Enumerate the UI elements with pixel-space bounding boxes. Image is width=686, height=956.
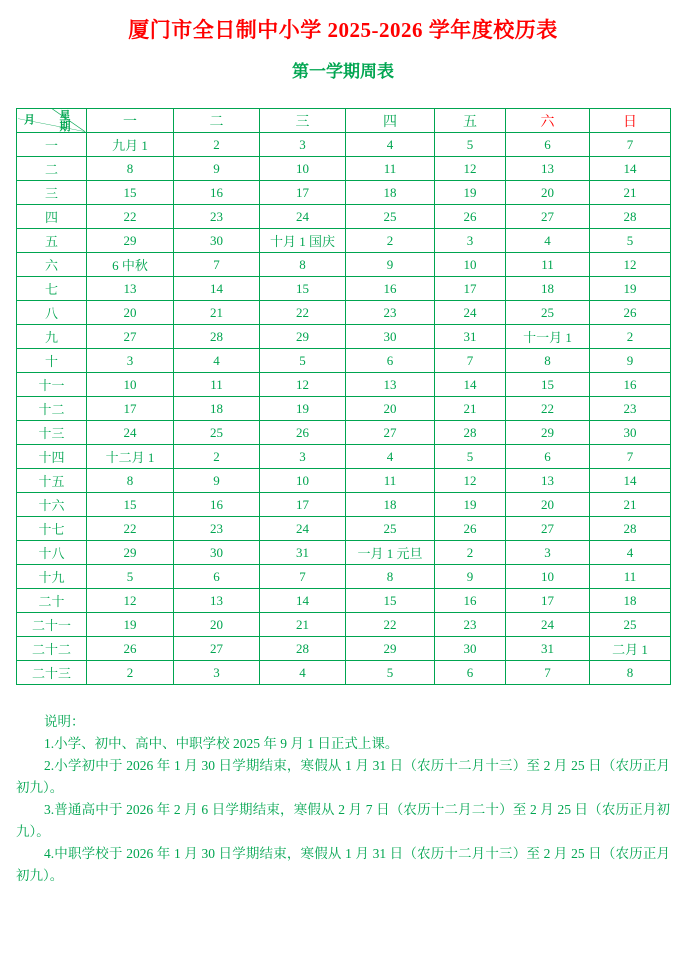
table-row (17, 133, 671, 157)
calendar-day-cell: 27 (506, 205, 590, 229)
calendar-day-cell: 29 (506, 421, 590, 445)
calendar-day-cell: 19 (87, 613, 174, 637)
calendar-day-cell: 24 (506, 613, 590, 637)
calendar-day-cell: 13 (87, 277, 174, 301)
calendar-day-cell: 20 (506, 493, 590, 517)
week-number-label: 二十一 (17, 613, 87, 637)
calendar-day-cell: 16 (346, 277, 435, 301)
table-row (17, 637, 671, 661)
calendar-day-cell: 27 (346, 421, 435, 445)
calendar-day-cell: 15 (346, 589, 435, 613)
note-item: 3.普通高中于 2026 年 2 月 6 日学期结束，寒假从 2 月 7 日（农历十二月二十）至 2 月 25 日（农历正月初九）。 (16, 802, 670, 839)
day-header-7: 日 (590, 109, 671, 133)
calendar-day-cell: 14 (260, 589, 346, 613)
calendar-day-cell: 23 (590, 397, 671, 421)
calendar-day-cell: 26 (87, 637, 174, 661)
calendar-day-cell: 17 (506, 589, 590, 613)
calendar-day-cell: 十二月 1 (87, 445, 174, 469)
week-number-label: 十 (17, 349, 87, 373)
calendar-day-cell: 3 (506, 541, 590, 565)
calendar-day-cell: 9 (590, 349, 671, 373)
calendar-day-cell: 27 (174, 637, 260, 661)
week-number-label: 九 (17, 325, 87, 349)
table-row (17, 445, 671, 469)
calendar-day-cell: 7 (174, 253, 260, 277)
note-item: 1.小学、初中、高中、中职学校 2025 年 9 月 1 日正式上课。 (44, 736, 399, 751)
calendar-day-cell: 6 中秋 (87, 253, 174, 277)
week-number-label: 十四 (17, 445, 87, 469)
calendar-table-body (17, 133, 671, 685)
calendar-day-cell: 6 (506, 133, 590, 157)
calendar-day-cell: 11 (346, 157, 435, 181)
calendar-day-cell: 8 (87, 157, 174, 181)
table-row (17, 661, 671, 685)
week-number-label: 二十二 (17, 637, 87, 661)
week-number-label: 十三 (17, 421, 87, 445)
calendar-day-cell: 12 (435, 157, 506, 181)
table-row (17, 277, 671, 301)
calendar-day-cell: 10 (260, 469, 346, 493)
calendar-day-cell: 5 (346, 661, 435, 685)
calendar-day-cell: 8 (260, 253, 346, 277)
table-row (17, 517, 671, 541)
table-row (17, 181, 671, 205)
week-number-label: 五 (17, 229, 87, 253)
note-item: 4.中职学校于 2026 年 1 月 30 日学期结束，寒假从 1 月 31 日（农历十二月十三）至 2 月 25 日（农历正月初九）。 (16, 846, 670, 883)
calendar-day-cell: 25 (346, 205, 435, 229)
calendar-day-cell: 22 (87, 205, 174, 229)
calendar-day-cell: 21 (590, 493, 671, 517)
calendar-day-cell: 31 (435, 325, 506, 349)
table-row (17, 565, 671, 589)
calendar-day-cell: 5 (87, 565, 174, 589)
calendar-day-cell: 24 (260, 205, 346, 229)
calendar-day-cell: 13 (346, 373, 435, 397)
calendar-day-cell: 12 (435, 469, 506, 493)
table-row (17, 301, 671, 325)
table-row (17, 205, 671, 229)
calendar-header-row (17, 109, 671, 133)
table-row (17, 613, 671, 637)
calendar-day-cell: 8 (346, 565, 435, 589)
table-row (17, 589, 671, 613)
calendar-day-cell: 9 (174, 157, 260, 181)
calendar-day-cell: 2 (174, 133, 260, 157)
calendar-day-cell: 十一月 1 (506, 325, 590, 349)
calendar-day-cell: 3 (435, 229, 506, 253)
calendar-day-cell: 16 (435, 589, 506, 613)
calendar-day-cell: 25 (506, 301, 590, 325)
calendar-day-cell: 23 (435, 613, 506, 637)
calendar-day-cell: 20 (174, 613, 260, 637)
calendar-day-cell: 8 (506, 349, 590, 373)
calendar-day-cell: 17 (87, 397, 174, 421)
calendar-day-cell: 11 (174, 373, 260, 397)
notes-section (0, 685, 686, 887)
calendar-day-cell: 26 (260, 421, 346, 445)
day-header-2: 二 (174, 109, 260, 133)
calendar-day-cell: 11 (506, 253, 590, 277)
day-header-5: 五 (435, 109, 506, 133)
calendar-day-cell: 29 (346, 637, 435, 661)
calendar-day-cell: 20 (346, 397, 435, 421)
calendar-day-cell: 3 (260, 445, 346, 469)
calendar-day-cell: 29 (87, 541, 174, 565)
calendar-day-cell: 28 (590, 205, 671, 229)
calendar-day-cell: 19 (260, 397, 346, 421)
calendar-day-cell: 18 (346, 181, 435, 205)
calendar-day-cell: 13 (174, 589, 260, 613)
calendar-day-cell: 2 (87, 661, 174, 685)
calendar-day-cell: 17 (260, 493, 346, 517)
calendar-day-cell: 8 (87, 469, 174, 493)
week-number-label: 一 (17, 133, 87, 157)
calendar-day-cell: 13 (506, 469, 590, 493)
table-row (17, 229, 671, 253)
calendar-day-cell: 13 (506, 157, 590, 181)
week-number-label: 十六 (17, 493, 87, 517)
calendar-day-cell: 21 (435, 397, 506, 421)
calendar-day-cell: 25 (590, 613, 671, 637)
note-item: 2.小学初中于 2026 年 1 月 30 日学期结束，寒假从 1 月 31 日（农历十二月十三）至 2 月 25 日（农历正月初九）。 (16, 758, 670, 795)
calendar-day-cell: 22 (87, 517, 174, 541)
day-header-1: 一 (87, 109, 174, 133)
calendar-day-cell: 25 (174, 421, 260, 445)
week-number-label: 七 (17, 277, 87, 301)
calendar-day-cell: 7 (590, 445, 671, 469)
calendar-day-cell: 18 (174, 397, 260, 421)
calendar-day-cell: 16 (590, 373, 671, 397)
calendar-day-cell: 11 (346, 469, 435, 493)
calendar-day-cell: 一月 1 元旦 (346, 541, 435, 565)
calendar-day-cell: 28 (174, 325, 260, 349)
calendar-day-cell: 2 (590, 325, 671, 349)
week-number-label: 十八 (17, 541, 87, 565)
calendar-day-cell: 27 (506, 517, 590, 541)
table-row (17, 421, 671, 445)
calendar-day-cell: 4 (346, 133, 435, 157)
calendar-day-cell: 19 (435, 181, 506, 205)
table-row (17, 469, 671, 493)
day-header-3: 三 (260, 109, 346, 133)
calendar-day-cell: 24 (87, 421, 174, 445)
day-header-6: 六 (506, 109, 590, 133)
calendar-day-cell: 4 (506, 229, 590, 253)
week-number-label: 二十 (17, 589, 87, 613)
calendar-day-cell: 9 (346, 253, 435, 277)
calendar-table-head (17, 109, 671, 133)
week-number-label: 十七 (17, 517, 87, 541)
calendar-day-cell: 九月 1 (87, 133, 174, 157)
calendar-day-cell: 22 (346, 613, 435, 637)
calendar-day-cell: 16 (174, 493, 260, 517)
calendar-day-cell: 27 (87, 325, 174, 349)
calendar-day-cell: 19 (435, 493, 506, 517)
calendar-day-cell: 11 (590, 565, 671, 589)
calendar-day-cell: 6 (346, 349, 435, 373)
calendar-day-cell: 16 (174, 181, 260, 205)
calendar-day-cell: 4 (346, 445, 435, 469)
table-row (17, 325, 671, 349)
calendar-day-cell: 10 (260, 157, 346, 181)
calendar-day-cell: 30 (435, 637, 506, 661)
calendar-day-cell: 21 (590, 181, 671, 205)
day-header-4: 四 (346, 109, 435, 133)
week-number-label: 十九 (17, 565, 87, 589)
calendar-day-cell: 2 (435, 541, 506, 565)
page-subtitle: 第一学期周表 (292, 62, 394, 81)
calendar-day-cell: 30 (174, 541, 260, 565)
calendar-day-cell: 14 (590, 469, 671, 493)
table-row (17, 157, 671, 181)
calendar-day-cell: 14 (590, 157, 671, 181)
calendar-day-cell: 30 (346, 325, 435, 349)
calendar-day-cell: 7 (590, 133, 671, 157)
calendar-day-cell: 29 (260, 325, 346, 349)
calendar-day-cell: 10 (506, 565, 590, 589)
calendar-day-cell: 15 (260, 277, 346, 301)
calendar-day-cell: 12 (260, 373, 346, 397)
calendar-day-cell: 26 (590, 301, 671, 325)
table-row (17, 397, 671, 421)
calendar-day-cell: 15 (506, 373, 590, 397)
calendar-day-cell: 31 (506, 637, 590, 661)
table-row (17, 541, 671, 565)
table-row (17, 373, 671, 397)
calendar-day-cell: 14 (435, 373, 506, 397)
table-row (17, 493, 671, 517)
calendar-table (16, 108, 671, 685)
calendar-day-cell: 24 (260, 517, 346, 541)
calendar-day-cell: 28 (435, 421, 506, 445)
calendar-day-cell: 6 (174, 565, 260, 589)
calendar-day-cell: 12 (590, 253, 671, 277)
week-number-label: 十二 (17, 397, 87, 421)
calendar-day-cell: 22 (260, 301, 346, 325)
calendar-day-cell: 21 (260, 613, 346, 637)
calendar-day-cell: 5 (435, 133, 506, 157)
calendar-day-cell: 20 (87, 301, 174, 325)
calendar-day-cell: 31 (260, 541, 346, 565)
calendar-day-cell: 23 (346, 301, 435, 325)
calendar-day-cell: 15 (87, 493, 174, 517)
calendar-day-cell: 8 (590, 661, 671, 685)
week-number-label: 四 (17, 205, 87, 229)
calendar-day-cell: 4 (260, 661, 346, 685)
calendar-day-cell: 2 (346, 229, 435, 253)
calendar-day-cell: 17 (435, 277, 506, 301)
calendar-day-cell: 17 (260, 181, 346, 205)
week-number-label: 八 (17, 301, 87, 325)
calendar-day-cell: 29 (87, 229, 174, 253)
calendar-day-cell: 21 (174, 301, 260, 325)
calendar-day-cell: 6 (506, 445, 590, 469)
week-number-label: 二 (17, 157, 87, 181)
calendar-day-cell: 3 (260, 133, 346, 157)
week-number-label: 十一 (17, 373, 87, 397)
calendar-day-cell: 23 (174, 517, 260, 541)
calendar-day-cell: 18 (590, 589, 671, 613)
calendar-day-cell: 7 (506, 661, 590, 685)
calendar-day-cell: 10 (87, 373, 174, 397)
corner-label-month: 月 (24, 114, 35, 126)
calendar-day-cell: 十月 1 国庆 (260, 229, 346, 253)
calendar-day-cell: 4 (590, 541, 671, 565)
calendar-day-cell: 5 (435, 445, 506, 469)
calendar-day-cell: 30 (590, 421, 671, 445)
calendar-day-cell: 5 (260, 349, 346, 373)
calendar-day-cell: 6 (435, 661, 506, 685)
calendar-day-cell: 18 (346, 493, 435, 517)
calendar-day-cell: 二月 1 (590, 637, 671, 661)
calendar-day-cell: 3 (87, 349, 174, 373)
corner-label-week: 星期 (59, 110, 71, 133)
week-number-label: 三 (17, 181, 87, 205)
calendar-day-cell: 9 (435, 565, 506, 589)
calendar-day-cell: 7 (260, 565, 346, 589)
page-title: 厦门市全日制中小学 2025-2026 学年度校历表 (128, 18, 558, 42)
calendar-day-cell: 18 (506, 277, 590, 301)
calendar-table-wrapper (0, 83, 686, 685)
calendar-day-cell: 2 (174, 445, 260, 469)
calendar-day-cell: 20 (506, 181, 590, 205)
week-number-label: 十五 (17, 469, 87, 493)
calendar-day-cell: 5 (590, 229, 671, 253)
calendar-day-cell: 15 (87, 181, 174, 205)
calendar-day-cell: 28 (590, 517, 671, 541)
calendar-day-cell: 19 (590, 277, 671, 301)
calendar-day-cell: 28 (260, 637, 346, 661)
week-number-label: 六 (17, 253, 87, 277)
calendar-day-cell: 23 (174, 205, 260, 229)
calendar-day-cell: 24 (435, 301, 506, 325)
calendar-day-cell: 10 (435, 253, 506, 277)
calendar-day-cell: 4 (174, 349, 260, 373)
table-row (17, 349, 671, 373)
notes-heading: 说明： (44, 714, 85, 729)
table-row (17, 253, 671, 277)
calendar-day-cell: 7 (435, 349, 506, 373)
calendar-day-cell: 26 (435, 205, 506, 229)
calendar-day-cell: 26 (435, 517, 506, 541)
calendar-day-cell: 3 (174, 661, 260, 685)
calendar-day-cell: 9 (174, 469, 260, 493)
corner-diagonal-header (17, 109, 87, 133)
week-number-label: 二十三 (17, 661, 87, 685)
calendar-day-cell: 30 (174, 229, 260, 253)
calendar-day-cell: 12 (87, 589, 174, 613)
calendar-day-cell: 25 (346, 517, 435, 541)
calendar-day-cell: 22 (506, 397, 590, 421)
calendar-day-cell: 14 (174, 277, 260, 301)
